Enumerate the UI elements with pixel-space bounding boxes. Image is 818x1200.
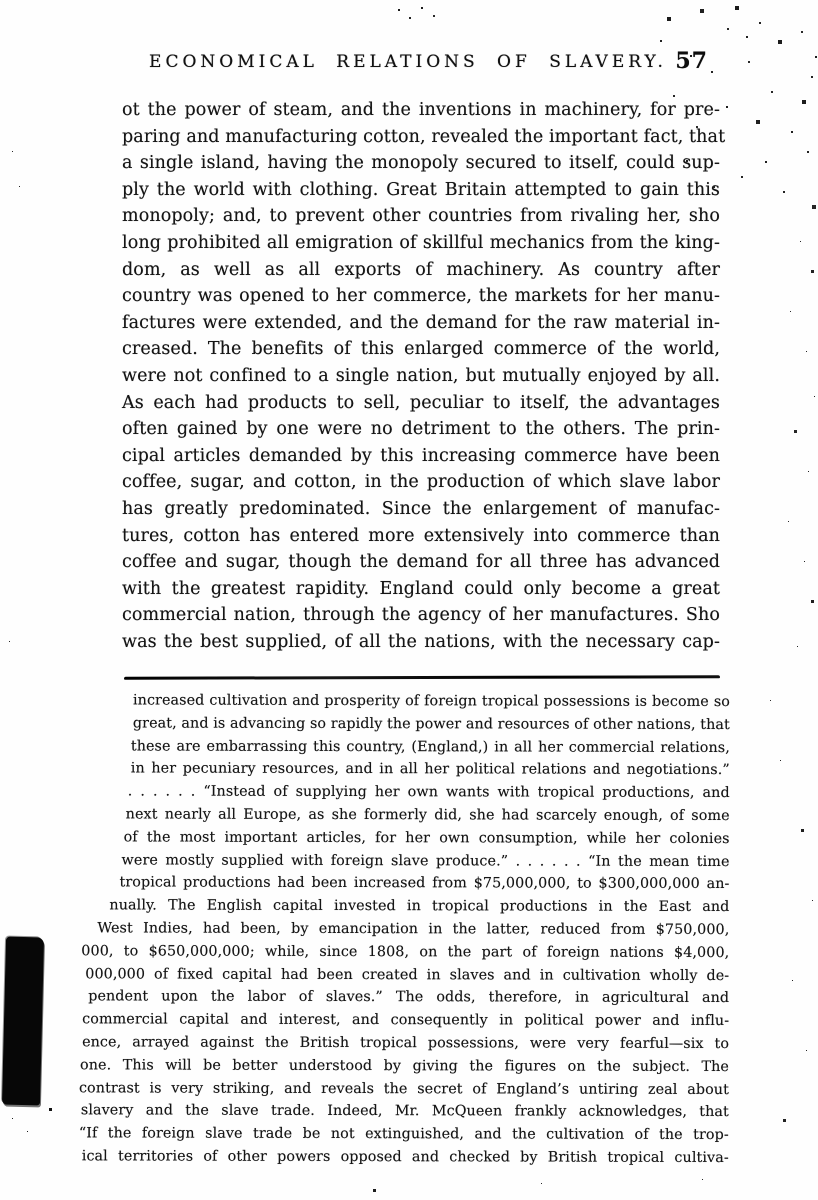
body-text-line: As each had products to sell, peculiar to itself, the advantages [122, 392, 720, 413]
footnote-text-line: increased cultivation and prosperity of foreign tropical possessions is become so [132, 692, 730, 710]
footnote-text-line: commercial capital and interest, and consequently in political power and influ- [82, 1011, 730, 1030]
body-text-line: cipal articles demanded by this increasing commerce have been [122, 445, 720, 466]
running-title: ECONOMICAL RELATIONS OF SLAVERY. [149, 52, 667, 72]
body-text-line: was the best supplied, of all the nations, with the necessary cap- [122, 631, 720, 652]
body-text-line: ot the power of steam, and the inventions in machinery, for pre- [122, 100, 720, 120]
page-header [122, 48, 720, 82]
footnote-text-line: tropical productions had been increased from $75,000,000, to $300,000,000 an- [119, 874, 730, 893]
footnote-text-line: nually. The English capital invested in tropical productions in the East and [109, 897, 730, 916]
footnote-text-line: . . . . . . “Instead of supplying her own wants with tropical productions, and [127, 783, 730, 802]
footnote-text-line: ical territories of other powers opposed and checked by British tropical cultiva- [81, 1148, 729, 1166]
footnote-text-line: 000, to $650,000,000; while, since 1808, on the part of foreign nations $4,000, [81, 943, 730, 961]
footnote-text-line: in her pecuniary resources, and in all her political relations and negotiations.” [130, 760, 730, 779]
body-text-line: ply the world with clothing. Great Britain attempted to gain this [122, 179, 720, 200]
footnote-text-line: 000,000 of fixed capital had been created in slaves and in cultivation wholly de- [85, 965, 730, 984]
footnote-text-line: slavery and the slave trade. Indeed, Mr. McQueen frankly acknowledges, that [80, 1102, 729, 1121]
body-text-line: often gained by one were no detriment to the others. The prin- [122, 419, 720, 440]
body-text-line: with the greatest rapidity. England could only become a great [122, 578, 720, 599]
body-text-line: a single island, having the monopoly secured to itself, could sup- [122, 153, 720, 174]
body-text-line: factures were extended, and the demand for the raw material in- [122, 312, 720, 333]
body-text-line: creased. The benefits of this enlarged commerce of the world, [122, 339, 720, 360]
body-text-line: paring and manufacturing cotton, revealed the important fact, that [122, 126, 726, 147]
scan-noise-specks-margin [0, 0, 1, 1]
body-text-line: country was opened to her commerce, the markets for her manu- [122, 286, 720, 307]
body-text-line: long prohibited all emigration of skillful mechanics from the king- [122, 232, 720, 253]
footnote-text-line: great, and is advancing so rapidly the power and resources of other nations, that [132, 715, 730, 733]
footnote-text-line: “If the foreign slave trade be not extinguished, and the cultivation of the trop- [78, 1125, 729, 1144]
body-text-line: commercial nation, through the agency of her manufactures. Sho [122, 605, 720, 626]
body-text-line: monopoly; and, to prevent other countries from rivaling her, sho [122, 206, 720, 227]
body-text-line: has greatly predominated. Since the enlargement of manufac- [122, 498, 720, 519]
body-text-line: coffee, sugar, and cotton, in the production of which slave labor [122, 472, 720, 493]
body-text-line: dom, as well as all exports of machinery. As country after [122, 259, 720, 280]
footnote-text-line: were mostly supplied with foreign slave produce.” . . . . . . “In the mean time [121, 851, 730, 870]
body-text-line: coffee and sugar, though the demand for all three has advanced [122, 552, 720, 573]
body-text-line: were not confined to a single nation, but mutually enjoyed by all. [122, 365, 720, 386]
body-text-line: tures, cotton has entered more extensively into commerce than [122, 525, 720, 546]
main-text-block [122, 97, 726, 655]
footnote-text-line: one. This will be better understood by giving the figures on the subject. The [79, 1057, 730, 1075]
scan-artifact-black-bar [2, 937, 44, 1106]
footnote-separator-rule [124, 675, 720, 680]
footnote-text-line: these are embarrassing this country, (England,) in all her commercial relations, [130, 738, 730, 756]
page-number: 57 [675, 48, 708, 74]
footnote-text-line: next nearly all Europe, as she formerly did, she had scarcely enough, of some [125, 806, 730, 824]
footnote-text-line: ence, arrayed against the British tropical possessions, were very fearful—six to [82, 1034, 730, 1052]
footnote-text-line: of the most important articles, for her own consumption, while her colonies [123, 829, 730, 847]
footnote-block [79, 689, 730, 1169]
footnote-text-line: pendent upon the labor of slaves.” The odds, therefore, in agricultural and [88, 988, 730, 1007]
footnote-text-line: West Indies, had been, by emancipation in the latter, reduced from $750,000, [97, 920, 730, 938]
footnote-text-line: contrast is very striking, and reveals the secret of England’s untiring zeal about [78, 1079, 729, 1098]
